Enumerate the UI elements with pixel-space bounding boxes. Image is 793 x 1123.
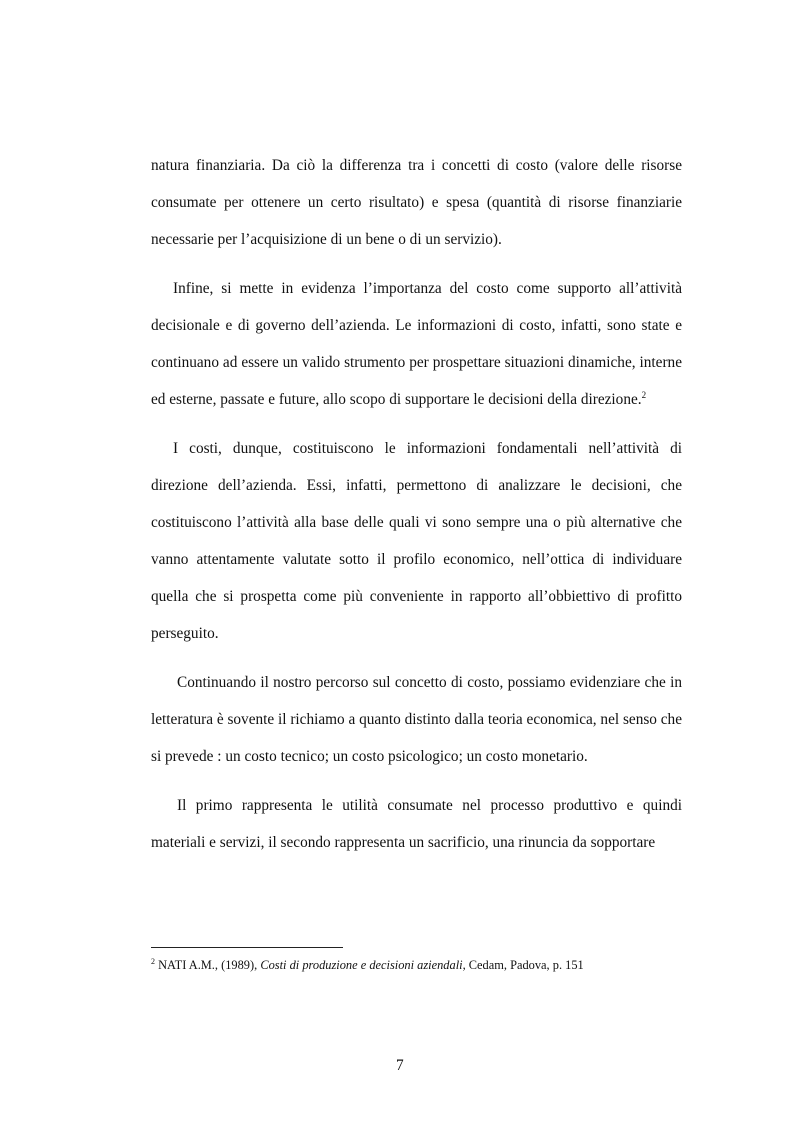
paragraph-text: I costi, dunque, costituiscono le informazioni fondamentali nell’attività di direzione dell’azienda. Essi, infatti, permettono di analizzare le decisioni, che costituiscono l’attività alla base delle quali vi sono sempre una o più alternative che vanno attentamente valutate sotto il profilo economico, nell’ottica di individuare quella che si prospetta come più conveniente in rapporto all’obbiettivo di profitto perseguito.	[151, 440, 682, 642]
paragraph	[151, 430, 682, 652]
body-text	[151, 147, 682, 861]
footnote-author: NATI A.M., (1989),	[158, 958, 261, 972]
footnote-reference: 2	[641, 390, 647, 400]
footnote-publisher: Cedam, Padova, p. 151	[465, 958, 584, 972]
footnote-number: 2	[151, 957, 155, 966]
paragraph-text: natura finanziaria. Da ciò la differenza tra i concetti di costo (valore delle risorse consumate per ottenere un certo risultato) e spesa (quantità di risorse finanziarie necessarie per l’acquisizione di un bene o di un servizio).	[151, 157, 682, 248]
footnote	[151, 957, 691, 973]
paragraph	[151, 664, 682, 775]
paragraph	[151, 270, 682, 418]
paragraph	[151, 147, 682, 258]
paragraph	[151, 787, 682, 861]
page-number: 7	[396, 1057, 404, 1074]
footnote-separator	[151, 947, 343, 948]
paragraph-text: Continuando il nostro percorso sul concetto di costo, possiamo evidenziare che in letteratura è sovente il richiamo a quanto distinto dalla teoria economica, nel senso che si prevede : un costo tecnico; un costo psicologico; un costo monetario.	[151, 674, 682, 765]
paragraph-text: Il primo rappresenta le utilità consumate nel processo produttivo e quindi materiali e servizi, il secondo rappresenta un sacrificio, una rinuncia da sopportare	[151, 797, 682, 851]
paragraph-text: Infine, si mette in evidenza l’importanza del costo come supporto all’attività decisionale e di governo dell’azienda. Le informazioni di costo, infatti, sono state e continuano ad essere un valido strumento per prospettare situazioni dinamiche, interne ed esterne, passate e future, allo scopo di supportare le decisioni della direzione.	[151, 280, 682, 408]
footnote-title: Costi di produzione e decisioni aziendali,	[260, 958, 466, 972]
